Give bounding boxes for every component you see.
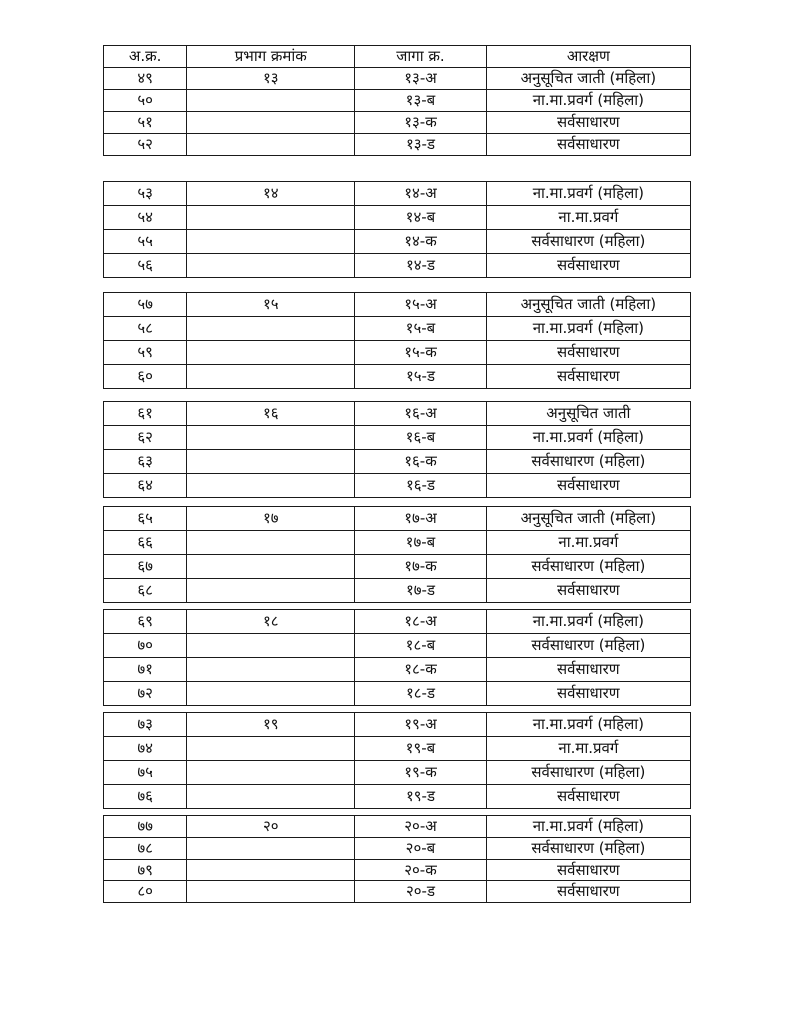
cell-sr-no: ७०: [104, 634, 187, 658]
header-reservation: आरक्षण: [486, 46, 690, 68]
table-row: [104, 761, 691, 785]
cell-seat-no: १७-क: [355, 555, 486, 579]
header-seat-no: जागा क्र.: [355, 46, 486, 68]
cell-reservation: सर्वसाधारण: [486, 579, 690, 603]
cell-sr-no: ५७: [104, 293, 187, 317]
table-row: [104, 182, 691, 206]
table-row: [104, 555, 691, 579]
reservation-tables: [103, 45, 691, 903]
cell-sr-no: ७२: [104, 682, 187, 706]
cell-ward-no: २०: [187, 816, 355, 838]
cell-seat-no: २०-ड: [355, 881, 486, 903]
table-row: [104, 341, 691, 365]
cell-sr-no: ५६: [104, 254, 187, 278]
cell-seat-no: १३-ड: [355, 134, 486, 156]
table-row: [104, 365, 691, 389]
cell-reservation: सर्वसाधारण (महिला): [486, 555, 690, 579]
cell-sr-no: ५३: [104, 182, 187, 206]
cell-seat-no: १३-ब: [355, 90, 486, 112]
table-row: [104, 206, 691, 230]
cell-ward-no: [187, 881, 355, 903]
cell-ward-no: १८: [187, 610, 355, 634]
table-row: [104, 90, 691, 112]
cell-reservation: अनुसूचित जाती (महिला): [486, 507, 690, 531]
cell-reservation: सर्वसाधारण: [486, 682, 690, 706]
cell-seat-no: १४-ब: [355, 206, 486, 230]
header-ward-no: प्रभाग क्रमांक: [187, 46, 355, 68]
cell-seat-no: १४-क: [355, 230, 486, 254]
table-row: [104, 293, 691, 317]
cell-reservation: सर्वसाधारण: [486, 658, 690, 682]
cell-ward-no: [187, 112, 355, 134]
cell-reservation: ना.मा.प्रवर्ग: [486, 531, 690, 555]
table-row: [104, 254, 691, 278]
cell-seat-no: १५-अ: [355, 293, 486, 317]
cell-ward-no: [187, 206, 355, 230]
table-row: [104, 474, 691, 498]
cell-ward-no: १५: [187, 293, 355, 317]
cell-sr-no: ६७: [104, 555, 187, 579]
cell-seat-no: १५-ड: [355, 365, 486, 389]
cell-sr-no: ४९: [104, 68, 187, 90]
table-row: [104, 579, 691, 603]
cell-seat-no: २०-ब: [355, 837, 486, 859]
cell-reservation: ना.मा.प्रवर्ग (महिला): [486, 713, 690, 737]
cell-reservation: ना.मा.प्रवर्ग: [486, 206, 690, 230]
cell-seat-no: १७-अ: [355, 507, 486, 531]
table-row: [104, 658, 691, 682]
cell-reservation: अनुसूचित जाती (महिला): [486, 293, 690, 317]
cell-ward-no: [187, 450, 355, 474]
cell-sr-no: ७३: [104, 713, 187, 737]
cell-sr-no: ५०: [104, 90, 187, 112]
table-row: [104, 317, 691, 341]
cell-sr-no: ७४: [104, 737, 187, 761]
ward-group-table-7: [103, 712, 691, 809]
cell-seat-no: १९-ड: [355, 785, 486, 809]
cell-ward-no: [187, 737, 355, 761]
cell-reservation: ना.मा.प्रवर्ग (महिला): [486, 816, 690, 838]
cell-ward-no: [187, 682, 355, 706]
table-row: [104, 610, 691, 634]
cell-sr-no: ७८: [104, 837, 187, 859]
cell-seat-no: १३-क: [355, 112, 486, 134]
table-row: [104, 859, 691, 881]
cell-ward-no: [187, 474, 355, 498]
cell-reservation: सर्वसाधारण: [486, 859, 690, 881]
cell-reservation: सर्वसाधारण: [486, 881, 690, 903]
table-row: [104, 713, 691, 737]
ward-group-table-1: [103, 45, 691, 156]
cell-sr-no: ६३: [104, 450, 187, 474]
cell-reservation: सर्वसाधारण: [486, 112, 690, 134]
cell-reservation: ना.मा.प्रवर्ग (महिला): [486, 182, 690, 206]
cell-ward-no: १६: [187, 402, 355, 426]
cell-ward-no: [187, 531, 355, 555]
cell-sr-no: ५१: [104, 112, 187, 134]
table-row: [104, 837, 691, 859]
cell-seat-no: १९-अ: [355, 713, 486, 737]
cell-ward-no: [187, 230, 355, 254]
table-row: [104, 402, 691, 426]
cell-reservation: अनुसूचित जाती: [486, 402, 690, 426]
cell-ward-no: [187, 426, 355, 450]
ward-group-table-4: [103, 401, 691, 498]
table-row: [104, 785, 691, 809]
cell-seat-no: १६-ड: [355, 474, 486, 498]
cell-seat-no: १४-अ: [355, 182, 486, 206]
cell-reservation: सर्वसाधारण (महिला): [486, 230, 690, 254]
cell-reservation: ना.मा.प्रवर्ग (महिला): [486, 426, 690, 450]
cell-sr-no: ८०: [104, 881, 187, 903]
cell-seat-no: १८-क: [355, 658, 486, 682]
cell-ward-no: १७: [187, 507, 355, 531]
cell-reservation: सर्वसाधारण (महिला): [486, 450, 690, 474]
cell-ward-no: [187, 579, 355, 603]
table-row: [104, 134, 691, 156]
cell-seat-no: १४-ड: [355, 254, 486, 278]
cell-seat-no: १७-ड: [355, 579, 486, 603]
table-row: [104, 507, 691, 531]
cell-seat-no: १३-अ: [355, 68, 486, 90]
cell-reservation: अनुसूचित जाती (महिला): [486, 68, 690, 90]
cell-reservation: सर्वसाधारण (महिला): [486, 634, 690, 658]
cell-ward-no: [187, 341, 355, 365]
cell-ward-no: [187, 761, 355, 785]
cell-sr-no: ५४: [104, 206, 187, 230]
cell-seat-no: १७-ब: [355, 531, 486, 555]
table-row: [104, 112, 691, 134]
cell-reservation: सर्वसाधारण (महिला): [486, 837, 690, 859]
cell-sr-no: ६०: [104, 365, 187, 389]
cell-ward-no: [187, 365, 355, 389]
cell-seat-no: १८-अ: [355, 610, 486, 634]
cell-reservation: ना.मा.प्रवर्ग: [486, 737, 690, 761]
cell-reservation: ना.मा.प्रवर्ग (महिला): [486, 610, 690, 634]
cell-sr-no: ७१: [104, 658, 187, 682]
cell-seat-no: २०-क: [355, 859, 486, 881]
table-row: [104, 816, 691, 838]
table-row: [104, 737, 691, 761]
cell-ward-no: [187, 634, 355, 658]
table-row: [104, 230, 691, 254]
cell-sr-no: ७६: [104, 785, 187, 809]
table-row: [104, 881, 691, 903]
header-row: [104, 46, 691, 68]
cell-seat-no: १९-क: [355, 761, 486, 785]
cell-sr-no: ६५: [104, 507, 187, 531]
ward-group-table-3: [103, 292, 691, 389]
cell-ward-no: [187, 658, 355, 682]
table-row: [104, 426, 691, 450]
cell-seat-no: १६-क: [355, 450, 486, 474]
cell-seat-no: १५-ब: [355, 317, 486, 341]
cell-seat-no: २०-अ: [355, 816, 486, 838]
cell-sr-no: ७५: [104, 761, 187, 785]
cell-ward-no: [187, 90, 355, 112]
ward-group-table-8: [103, 815, 691, 903]
cell-ward-no: [187, 254, 355, 278]
cell-seat-no: १९-ब: [355, 737, 486, 761]
cell-reservation: सर्वसाधारण: [486, 134, 690, 156]
cell-sr-no: ६९: [104, 610, 187, 634]
table-row: [104, 634, 691, 658]
cell-sr-no: ६४: [104, 474, 187, 498]
ward-group-table-6: [103, 609, 691, 706]
cell-ward-no: [187, 555, 355, 579]
ward-group-table-5: [103, 506, 691, 603]
cell-seat-no: १६-अ: [355, 402, 486, 426]
cell-reservation: सर्वसाधारण: [486, 341, 690, 365]
cell-seat-no: १८-ड: [355, 682, 486, 706]
cell-sr-no: ७७: [104, 816, 187, 838]
table-row: [104, 531, 691, 555]
cell-ward-no: [187, 134, 355, 156]
table-row: [104, 450, 691, 474]
cell-sr-no: ५२: [104, 134, 187, 156]
cell-sr-no: ६१: [104, 402, 187, 426]
cell-sr-no: ६२: [104, 426, 187, 450]
header-sr-no: अ.क्र.: [104, 46, 187, 68]
cell-reservation: ना.मा.प्रवर्ग (महिला): [486, 317, 690, 341]
cell-ward-no: १४: [187, 182, 355, 206]
table-row: [104, 68, 691, 90]
cell-ward-no: [187, 785, 355, 809]
cell-reservation: सर्वसाधारण: [486, 254, 690, 278]
cell-reservation: सर्वसाधारण: [486, 785, 690, 809]
cell-ward-no: १३: [187, 68, 355, 90]
cell-ward-no: [187, 837, 355, 859]
cell-sr-no: ६६: [104, 531, 187, 555]
cell-sr-no: ५५: [104, 230, 187, 254]
cell-sr-no: ७९: [104, 859, 187, 881]
cell-sr-no: ५८: [104, 317, 187, 341]
ward-group-table-2: [103, 181, 691, 278]
cell-sr-no: ५९: [104, 341, 187, 365]
cell-sr-no: ६८: [104, 579, 187, 603]
cell-reservation: सर्वसाधारण: [486, 474, 690, 498]
cell-seat-no: १६-ब: [355, 426, 486, 450]
table-row: [104, 682, 691, 706]
cell-seat-no: १८-ब: [355, 634, 486, 658]
cell-ward-no: [187, 317, 355, 341]
cell-reservation: ना.मा.प्रवर्ग (महिला): [486, 90, 690, 112]
cell-reservation: सर्वसाधारण: [486, 365, 690, 389]
cell-ward-no: १९: [187, 713, 355, 737]
cell-seat-no: १५-क: [355, 341, 486, 365]
cell-ward-no: [187, 859, 355, 881]
cell-reservation: सर्वसाधारण (महिला): [486, 761, 690, 785]
